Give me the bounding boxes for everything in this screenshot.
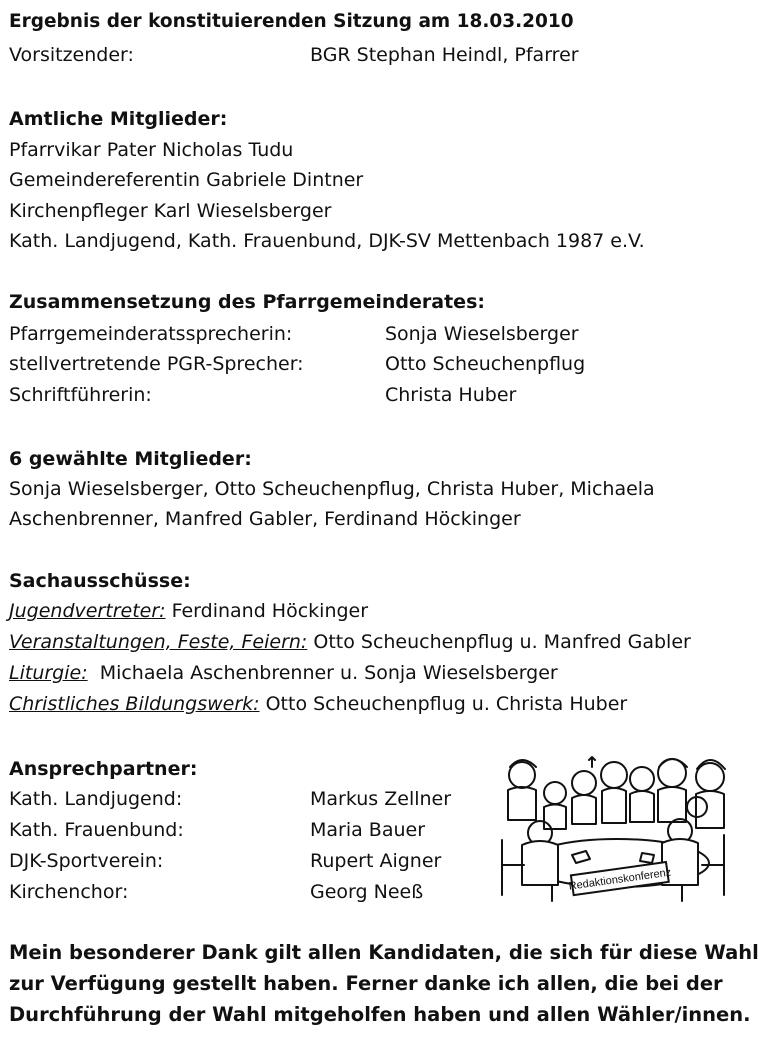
official-line: Kath. Landjugend, Kath. Frauenbund, DJK-SV Mettenbach 1987 e.V. bbox=[9, 230, 645, 252]
committee-value: Otto Scheuchenpflug u. Christa Huber bbox=[259, 693, 628, 715]
contact-value: Georg Neeß bbox=[310, 881, 424, 903]
committee-row bbox=[9, 630, 691, 654]
elected-line: Sonja Wieselsberger, Otto Scheuchenpflug, Christa Huber, Michaela bbox=[9, 478, 655, 500]
official-line: Pfarrvikar Pater Nicholas Tudu bbox=[9, 139, 294, 161]
composition-label: stellvertretende PGR-Sprecher: bbox=[9, 353, 304, 375]
cartoon-sign-text: Redaktionskonferenz bbox=[567, 866, 672, 893]
official-line: Gemeindereferentin Gabriele Dintner bbox=[9, 169, 364, 191]
committee-label: Jugendvertreter: bbox=[9, 600, 166, 622]
committee-label: Christliches Bildungswerk: bbox=[9, 693, 260, 715]
committees-heading: Sachausschüsse: bbox=[9, 570, 191, 592]
official-line: Kirchenpfleger Karl Wieselsberger bbox=[9, 200, 332, 222]
contact-value: Maria Bauer bbox=[310, 819, 426, 841]
committee-row bbox=[9, 599, 368, 623]
committee-label: Liturgie: bbox=[9, 662, 88, 684]
composition-label: Pfarrgemeinderatssprecherin: bbox=[9, 323, 293, 345]
committee-value: Otto Scheuchenpflug u. Manfred Gabler bbox=[307, 631, 691, 653]
composition-heading: Zusammensetzung des Pfarrgemeinderates: bbox=[9, 291, 485, 313]
composition-value: Otto Scheuchenpflug bbox=[385, 353, 586, 375]
contact-label: Kath. Landjugend: bbox=[9, 788, 183, 810]
committee-row bbox=[9, 661, 558, 685]
contact-value: Rupert Aigner bbox=[310, 850, 442, 872]
committee-value: Ferdinand Höckinger bbox=[165, 600, 369, 622]
contact-label: Kirchenchor: bbox=[9, 881, 129, 903]
official-heading: Amtliche Mitglieder: bbox=[9, 108, 228, 130]
elected-line: Aschenbrenner, Manfred Gabler, Ferdinand Höckinger bbox=[9, 508, 521, 530]
meeting-cartoon-illustration bbox=[492, 745, 742, 905]
elected-heading: 6 gewählte Mitglieder: bbox=[9, 448, 252, 470]
contact-label: DJK-Sportverein: bbox=[9, 850, 164, 872]
chair-value: BGR Stephan Heindl, Pfarrer bbox=[310, 44, 579, 66]
page-title: Ergebnis der konstituierenden Sitzung am 18.03.2010 bbox=[9, 11, 574, 32]
committee-label: Veranstaltungen, Feste, Feiern: bbox=[9, 631, 308, 653]
composition-value: Sonja Wieselsberger bbox=[385, 323, 579, 345]
composition-label: Schriftführerin: bbox=[9, 384, 152, 406]
committee-value: Michaela Aschenbrenner u. Sonja Wieselsberger bbox=[87, 662, 558, 684]
contact-label: Kath. Frauenbund: bbox=[9, 819, 184, 841]
contacts-heading: Ansprechpartner: bbox=[9, 758, 198, 780]
composition-value: Christa Huber bbox=[385, 384, 517, 406]
committee-row bbox=[9, 692, 627, 716]
chair-label: Vorsitzender: bbox=[9, 44, 134, 66]
contact-value: Markus Zellner bbox=[310, 788, 452, 810]
thanks-paragraph: Mein besonderer Dank gilt allen Kandidaten, die sich für diese Wahl zur Verfügung gestellt haben. Ferner danke ich allen, die bei der Durchführung der Wahl mitgeholfen haben und allen Wähler/innen. bbox=[9, 941, 759, 1026]
